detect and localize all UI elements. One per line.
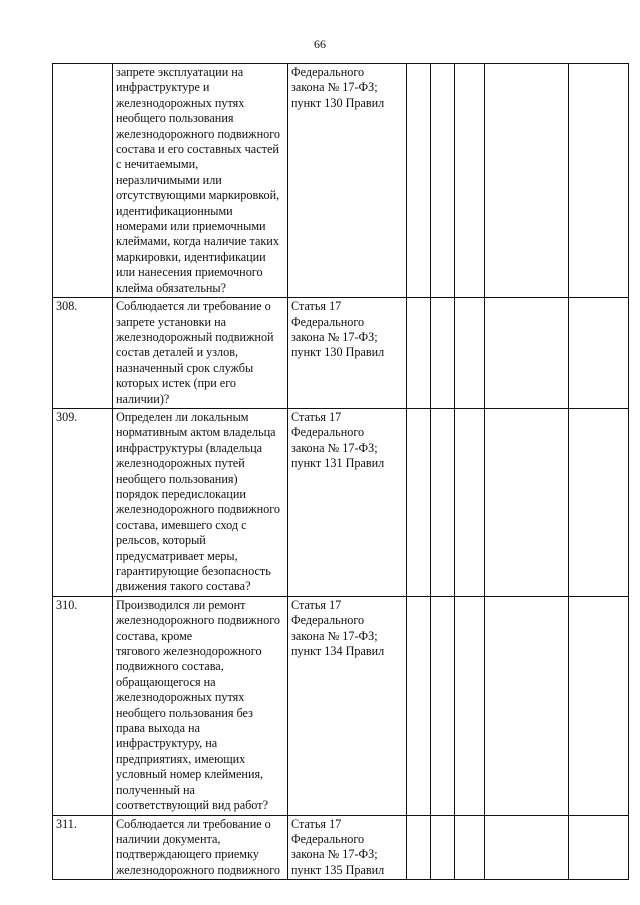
answer-cell-no[interactable] [431,815,455,880]
row-number: 311. [53,815,113,880]
question-text: Соблюдается ли требование о запрете установки на железнодорожный подвижной состав деталей и узлов, назначенный срок службы которых истек (при его наличии)? [113,298,288,409]
table-row [53,815,629,880]
legal-reference: Статья 17 Федерального закона № 17-ФЗ; пункт 131 Правил [288,408,407,596]
legal-reference: Статья 17 Федерального закона № 17-ФЗ; пункт 130 Правил [288,298,407,409]
answer-cell-extra[interactable] [569,64,629,298]
table-row [53,408,629,596]
answer-cell-yes[interactable] [407,64,431,298]
answer-cell-extra[interactable] [569,596,629,815]
question-text: Производился ли ремонт железнодорожного подвижного состава, кроме тягового железнодорожного подвижного состава, обращающегося на железнодорожных путях необщего пользования без права выхода на инфраструктуру, на предприятиях, имеющих условный номер клеймения, полученный на соответствующий вид работ? [113,596,288,815]
answer-cell-note[interactable] [485,596,569,815]
answer-cell-na[interactable] [455,408,485,596]
answer-cell-na[interactable] [455,596,485,815]
row-number: 309. [53,408,113,596]
table-row [53,596,629,815]
answer-cell-no[interactable] [431,298,455,409]
table-row [53,64,629,298]
question-text: Определен ли локальным нормативным актом владельца инфраструктуры (владельца железнодорожных путей необщего пользования) порядок передислокации железнодорожного подвижного состава, имевшего сход с рельсов, который предусматривает меры, гарантирующие безопасность движения такого состава? [113,408,288,596]
answer-cell-no[interactable] [431,596,455,815]
answer-cell-yes[interactable] [407,298,431,409]
answer-cell-no[interactable] [431,64,455,298]
checklist-table [52,63,629,880]
row-number: 308. [53,298,113,409]
answer-cell-yes[interactable] [407,596,431,815]
answer-cell-note[interactable] [485,815,569,880]
answer-cell-note[interactable] [485,298,569,409]
answer-cell-na[interactable] [455,298,485,409]
legal-reference: Статья 17 Федерального закона № 17-ФЗ; пункт 134 Правил [288,596,407,815]
answer-cell-extra[interactable] [569,815,629,880]
answer-cell-yes[interactable] [407,408,431,596]
answer-cell-no[interactable] [431,408,455,596]
legal-reference: Статья 17 Федерального закона № 17-ФЗ; пункт 135 Правил [288,815,407,880]
answer-cell-yes[interactable] [407,815,431,880]
answer-cell-note[interactable] [485,64,569,298]
question-text: запрете эксплуатации на инфраструктуре и железнодорожных путях необщего пользования железнодорожного подвижного состава и его составных частей с нечитаемыми, неразличимыми или отсутствующими маркировкой, идентификационными номерами или приемочными клеймами, когда наличие таких маркировки, идентификации или нанесения приемочного клейма обязательны? [113,64,288,298]
table-row [53,298,629,409]
answer-cell-note[interactable] [485,408,569,596]
row-number [53,64,113,298]
answer-cell-na[interactable] [455,815,485,880]
answer-cell-na[interactable] [455,64,485,298]
row-number: 310. [53,596,113,815]
page-number: 66 [314,37,326,51]
legal-reference: Федерального закона № 17-ФЗ; пункт 130 Правил [288,64,407,298]
answer-cell-extra[interactable] [569,298,629,409]
answer-cell-extra[interactable] [569,408,629,596]
question-text: Соблюдается ли требование о наличии документа, подтверждающего приемку железнодорожного подвижного [113,815,288,880]
